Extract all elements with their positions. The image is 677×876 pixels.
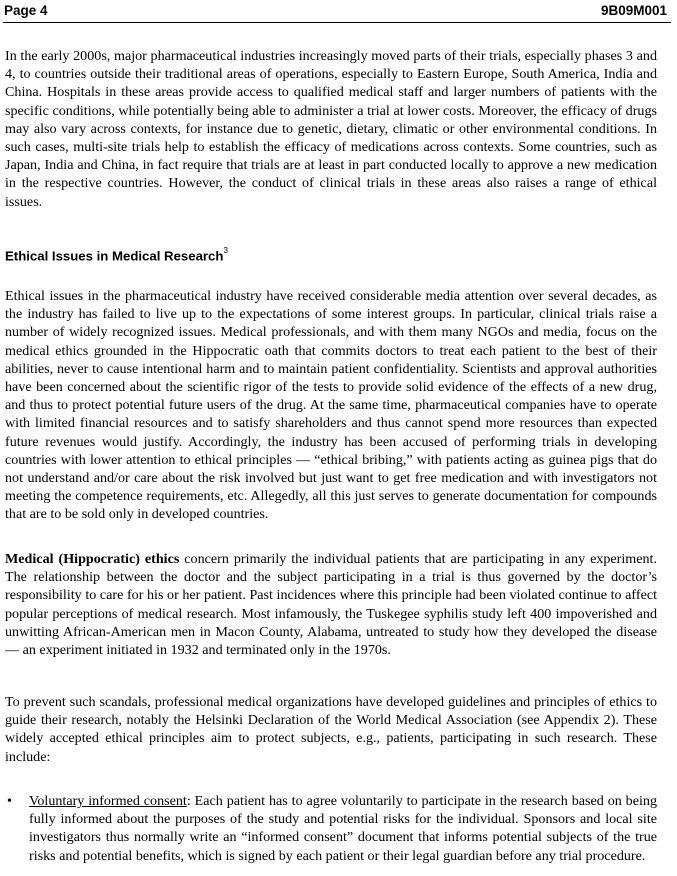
paragraph-guidelines: To prevent such scandals, professional medical organizations have developed guidelines and principles of ethics to guide their research, notably the Helsinki Declaration of the World Medical Association (see Appendix 2). These widely accepted ethical principles aim to protect subjects, e.g., patients, participating in such research. These include: xyxy=(5,694,657,765)
paragraph-lead-term: Medical (Hippocratic) ethics xyxy=(5,551,180,567)
paragraph-ethical-issues: Ethical issues in the pharmaceutical industry have received considerable media attention over several decades, as the industry has failed to live up to the expectations of some interest groups. In particular, clinical trials raise a number of widely recognized issues. Medical professionals, and with them many NGOs and media, focus on the medical ethics grounded in the Hippocratic oath that commits doctors to treat each patient to the best of their abilities, never to cause intentional harm and to maintain patient confidentiality. Scientists and approval authorities have been concerned about the scientific rigor of the tests to provide solid evidence of the effects of a new drug, and thus to protect potential future users of the drug. At the same time, pharmaceutical companies have to operate with limited financial resources and to satisfy shareholders and thus cannot spend more resources than expected future revenues would justify. Accordingly, the industry has been accused of performing trials in developing countries with lower attention to ethical principles — “ethical bribing,” with patients acting as guinea pigs that do not understand and/or care about the risk involved but just want to get free medication and with investigators not meeting the competence requirements, etc. Allegedly, all this just serves to generate documentation for compounds that are to be sold only in developed countries. xyxy=(5,288,657,523)
bullet-marker: • xyxy=(7,793,12,809)
paragraph-intro: In the early 2000s, major pharmaceutical industries increasingly moved parts of their trials, especially phases 3 and 4, to countries outside their traditional areas of operations, especially to Eastern Europe, South America, India and China. Hospitals in these areas provide access to qualified medical staff and larger numbers of patients with the specific conditions, while potentially being able to administer a trial at lower costs. Moreover, the efficacy of drugs may also vary across contexts, for instance due to genetic, dietary, climatic or other environmental conditions. In such cases, multi-site trials help to establish the efficacy of medications across contexts. Some countries, such as Japan, India and China, in fact require that trials are at least in part conducted locally to approve a new medication in the respective countries. However, the conduct of clinical trials in these areas also raises a range of ethical issues. xyxy=(5,48,657,210)
page-header xyxy=(3,0,671,23)
bullet-term: Voluntary informed consent xyxy=(29,793,187,809)
document-code: 9B09M001 xyxy=(600,3,667,18)
footnote-marker: 3 xyxy=(223,246,228,255)
section-heading-text: Ethical Issues in Medical Research xyxy=(5,248,224,264)
page-number: Page 4 xyxy=(4,3,48,18)
list-item xyxy=(29,792,657,865)
section-heading xyxy=(5,248,228,263)
bullet-body: : Each patient has to agree voluntarily to participate in the research based on being fully informed about the purposes of the study and potential risks for the individual. Sponsors and local site investigators thus normally write an “informed consent” document that informs potential subjects of the true risks and potential benefits, which is signed by each patient or their legal guardian before any trial procedure. xyxy=(29,793,657,864)
paragraph-medical-ethics xyxy=(5,550,657,659)
paragraph-medical-ethics-body: concern primarily the individual patients that are participating in any experiment. The relationship between the doctor and the subject participating in a trial is thus governed by the doctor’s responsibility to care for his or her patient. Past incidences where this principle had been violated continue to affect popular perceptions of medical research. Most infamously, the Tuskegee syphilis study left 400 impoverished and unwitting African-American men in Macon County, Alabama, untreated to study how they developed the disease — an experiment initiated in 1932 and terminated only in the 1970s. xyxy=(5,551,657,659)
